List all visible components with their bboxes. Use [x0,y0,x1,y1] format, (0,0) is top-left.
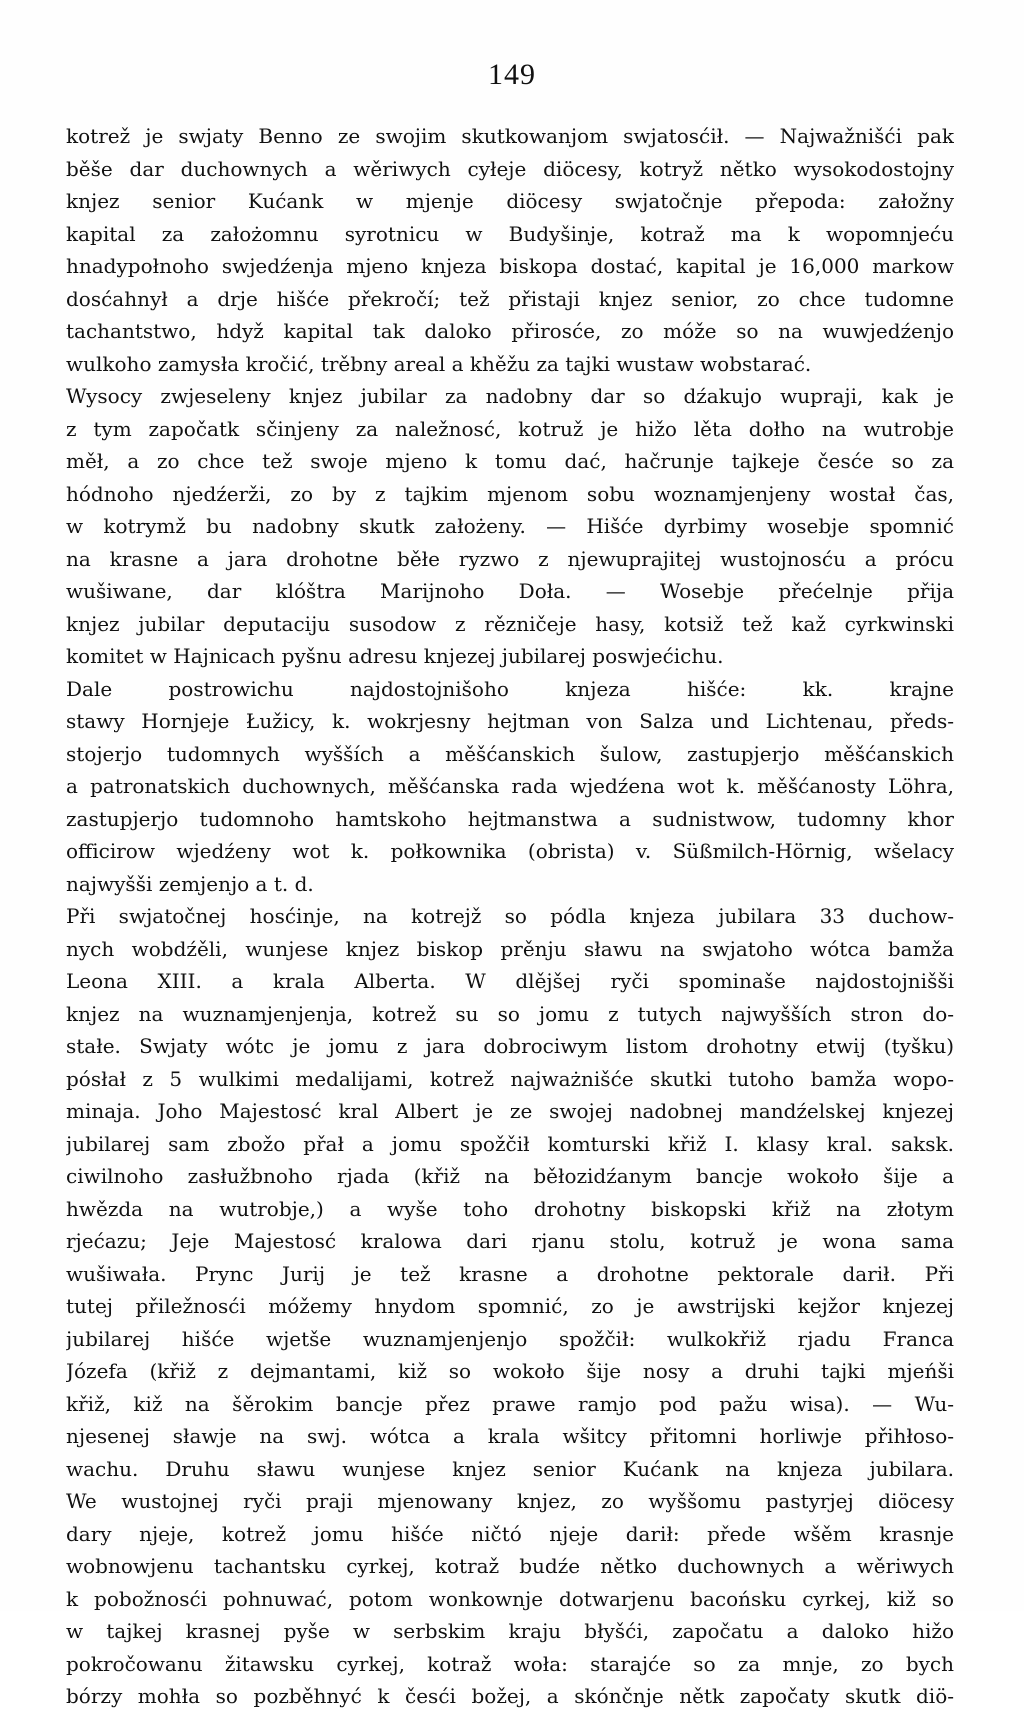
text-line: njesenej sławje na swj. wótca a krala wšitcy přitomni horliwje přihłoso- [66,1424,954,1448]
text-line: Józefa (křiž z dejmantami, kiž so wokoło šije nosy a druhi tajki mjeńši [66,1359,954,1383]
text-line: komitet w Hajnicach pyšnu adresu knjezej jubilarej poswjećichu. [66,644,724,668]
text-line: wobnowjenu tachantsku cyrkej, kotraž budźe nětko duchownych a wěriwych [66,1554,954,1578]
text-line: jubilarej sam zbožo přał a jomu spožčił komturski křiž I. klasy kral. saksk. [66,1131,954,1156]
text-line: hnadypołnoho swjedźenja mjeno knjeza biskopa dostać, kapital je 16,000 markow [66,254,954,278]
text-line: We wustojnej ryči praji mjenowany knjez, zo wyššomu pastyrjej diöcesy [66,1489,954,1513]
page-number: 149 [488,58,536,91]
text-line: knjez senior Kućank w mjenje diöcesy swjatočnje přepoda: załožny [66,189,954,213]
text-line: minaja. Joho Majestosć kral Albert je ze swojej nadobnej mandźelskej knjezej [66,1099,954,1123]
text-line: knjez jubilar deputaciju susodow z rězničeje hasy, kotsiž tež kaž cyrkwinski [66,611,954,636]
text-line: rjećazu; Jeje Majestosć kralowa dari rjanu stolu, kotruž je wona sama [66,1229,954,1253]
text-line: stałe. Swjaty wótc je jomu z jara dobrociwym listom drohotny etwij (tyšku) [66,1034,954,1058]
text-line: wulkoho zamysła kročić, trěbny areal a khěžu za tajki wustaw wobstarać. [66,351,812,376]
text-line: wušiwane, dar klóštra Marijnoho Doła. — Wosebje přećelnje přija [66,579,954,603]
text-line: kapital za założomnu syrotnicu w Budyšinje, kotraž ma k wopomnjeću [66,221,954,246]
text-line: officirow wjedźeny wot k. połkownika (obrista) v. Süßmilch-Hörnig, wšelacy [66,839,954,863]
text-line: běše dar duchownych a wěriwych cyłeje diöcesy, kotryž nětko wysokodostojny [66,156,954,181]
text-line: pósłał z 5 wulkimi medalijami, kotrež najważnišće skutki tutoho bamža wopo- [66,1066,954,1091]
text-line: křiž, kiž na šěrokim bancje přez prawe ramjo pod pažu wisa). — Wu- [66,1391,954,1416]
text-line: ciwilnoho zasłužbnoho rjada (křiž na běłozidźanym bancje wokoło šije a [66,1164,954,1188]
text-line: Při swjatočnej hosćinje, na kotrejž so pódla knjeza jubilara 33 duchow- [66,904,954,928]
text-line: wušiwała. Prync Jurij je tež krasne a drohotne pektorale darił. Při [66,1261,954,1286]
text-line: stawy Hornjeje Łužicy, k. wokrjesny hejtman von Salza und Lichtenau, předs- [66,709,954,733]
text-line: hódnoho njedźerži, zo by z tajkim mjenom sobu woznamjenjeny wostał čas, [66,481,954,506]
text-line: Dale postrowichu najdostojnišoho knjeza hišće: kk. krajne [66,676,954,701]
text-line: kotrež je swjaty Benno ze swojim skutkowanjom swjatosćił. — Najwažnišći pak [66,124,954,148]
text-line: Leona XIII. a krala Alberta. W dlějšej ryči spominaše najdostojnišši [66,969,954,993]
text-line: jubilarej hišće wjetše wuznamjenjenjo spožčił: wulkokřiž rjadu Franca [66,1326,954,1351]
text-line: z tym započatk sčinjeny za naležnosć, kotruž je hižo lěta dołho na wutrobje [66,416,954,441]
text-line: bórzy mohła so pozběhnyć k česći božej, a skónčnje nětk započaty skutk diö- [66,1684,954,1708]
text-line: nych wobdźěli, wunjese knjez biskop prěnju sławu na swjatoho wótca bamža [66,936,954,961]
text-line: dosćahnył a drje hišće překročí; tež přistaji knjez senior, zo chce tudomne [66,286,954,311]
text-line: k pobožnosći pohnuwać, potom wonkownje dotwarjenu bacońsku cyrkej, kiž so [66,1586,954,1611]
text-line: pokročowanu žitawsku cyrkej, kotraž woła: starajće so za mnje, zo bych [66,1651,954,1676]
text-line: a patronatskich duchownych, měšćanska rada wjedźena wot k. měšćanosty Löhra, [66,774,954,798]
text-line: wachu. Druhu sławu wunjese knjez senior Kućank na knjeza jubilara. [66,1456,954,1481]
text-line: na krasne a jara drohotne běłe ryzwo z njewuprajitej wustojnosću a prócu [66,546,954,571]
text-line: hwězda na wutrobje,) a wyše toho drohotny biskopski křiž na złotym [66,1196,954,1221]
text-line: Wysocy zwjeseleny knjez jubilar za nadobny dar so dźakujo wupraji, kak je [66,384,954,408]
text-line: zastupjerjo tudomnoho hamtskoho hejtmanstwa a sudnistwow, tudomny khor [66,806,954,831]
text-line: w kotrymž bu nadobny skutk założeny. — Hišće dyrbimy wosebje spomnić [66,514,954,538]
body-text [66,120,954,1713]
text-line: měł, a zo chce tež swoje mjeno k tomu dać, hačrunje tajkeje česće so za [66,449,954,473]
text-line: dary njeje, kotrež jomu hišće ničtó njeje darił: přede wšěm krasnje [66,1521,954,1546]
text-line: knjez na wuznamjenjenja, kotrež su so jomu z tutych najwyšších stron do- [66,1001,954,1026]
text-line: w tajkej krasnej pyše w serbskim kraju błyšći, započatu a daloko hižo [66,1619,954,1643]
text-line: tutej přiležnosći móžemy hnydom spomnić, zo je awstrijski kejžor knjezej [66,1294,954,1318]
text-line: najwyšši zemjenjo a t. d. [66,871,314,896]
text-line: stojerjo tudomnych wyšších a měšćanskich šulow, zastupjerjo měšćanskich [66,741,954,766]
text-line: tachantstwo, hdyž kapital tak daloko přirosće, zo móže so na wuwjedźenjo [66,319,954,343]
